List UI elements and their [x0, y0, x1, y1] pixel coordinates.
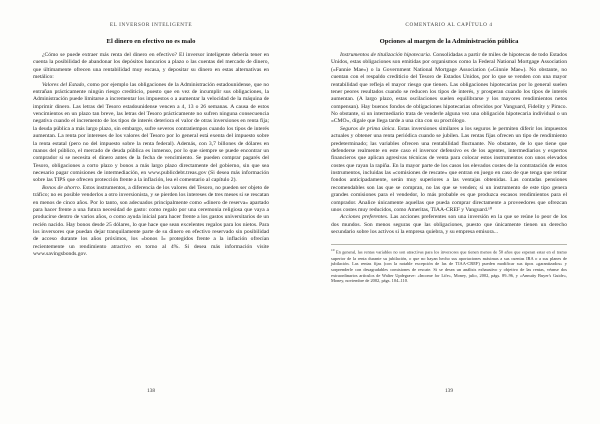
running-header-right: COMENTARIO AL CAPÍTULO 4: [405, 22, 493, 28]
paragraph-lead: Bonos de ahorro.: [42, 184, 82, 191]
right-page-body: [331, 52, 567, 236]
paragraph-text: ¿Cómo se puede extraer más renta del dinero en efectivo? El inversor inteligente debería tener en cuenta la posibilidad de abandonar los depósitos bancarios a plazo o las cuentas del mercado de dinero, que últimamente ofrecen una rentabilidad muy escasa, y depositar su dinero en estas alternativas en metálico:: [33, 52, 269, 81]
paragraph-text: Estos instrumentos, a diferencia de los valores del Tesoro, no pueden ser objeto de tráfico; no es posible venderlos a otro inversionista, y se pierden los intereses de tres meses si se rescatan en menos de cinco años. Por lo tanto, son adecuados principalmente como «dinero de reserva» apartado para hacer frente a una futura necesidad de gasto: como regalo por una ceremonia religiosa que vaya a producirse dentro de varios años, o como ayuda inicial para hacer frente a los gastos universitarios de un recién nacido. Hay bonos desde 25 dólares, lo que hace que sean excelentes regalos para los nietos. Para los inversores que puedan dejar tranquilamente parte de su dinero en efectivo reservado sin posibilidad de acceso durante los años próximos, los «bonos I» protegidos frente a la inflación ofrecían recientemente un rendimiento atractivo en torno al 4%. Si desea más información visite www.savingsbonds.gov.: [33, 184, 269, 258]
page-number-right: 139: [444, 388, 454, 394]
footnote-text: En general, las rentas variables no son atractivas para los inversores que tienen menos de 50 años que esperan estar en el tramo superior de la renta durante su jubilación, o que no hayan hecho sus aportaciones máximas a sus cuentas IRA o a sus planes de jubilación. Las rentas fijas (con la notable excepción de las de TIAA-CREF) pueden modificar sus tipos «garantizados» y sorprenderle con desagradables comisiones de rescate. Si se desea un análisis exhaustivo y objetivo de las rentas, véanse dos extraordinarios artículos de Walter Updegrave: «Income for Life», Money, julio, 2002, págs. 89–96, y «Annuity Buyer's Guide», Money, noviembre de 2002, págs. 104–110.: [331, 249, 567, 284]
paragraph-treasury-securities: [33, 82, 269, 185]
paragraph-lead: Valores del Estado,: [42, 81, 86, 88]
section-heading-beyond-government: Opciones al margen de la Administración pública: [379, 38, 519, 45]
paragraph-annuities: [331, 126, 567, 215]
section-heading-cash: El dinero en efectivo no es malo: [106, 38, 196, 45]
left-page: [33, 22, 269, 406]
paragraph-lead: Instrumentos de titulización hipotecaria.: [340, 52, 432, 58]
paragraph-intro: [33, 52, 269, 82]
running-header-left: EL INVERSOR INTELIGENTE: [109, 22, 193, 28]
left-page-body: [33, 52, 269, 259]
footnote: [331, 244, 567, 284]
paragraph-preferred-stocks: [331, 214, 567, 236]
paragraph-mortgage-securities: [331, 52, 567, 126]
page-number-left: 138: [146, 388, 156, 394]
paragraph-text: Las acciones preferentes son una inversión en la que se reúne lo peor de los dos mundos. Son menos seguras que las obligaciones, puesto que únicamente tienen un derecho secundario sobre los activos si la empresa quiebra, y su empresa emisora...: [331, 214, 567, 235]
paragraph-text: Estas inversiones similares a los seguros le permiten diferir los impuestos actuales y obtener una renta periódica cuando se jubilen. Las rentas fijas ofrecen un tipo de rendimiento predeterminado; las variables ofrecen una rentabilidad fluctuante. No obstante, de lo que tiene que defenderse realmente en este caso el inversor defensivo es de los agentes, intermediarios y expertos financieros que aplican agresivas técnicas de venta para colocar estos instrumentos con unos elevados costes que rayan la rapiña. En la mayor parte de los casos los elevados costes de la contratación de estos instrumentos, incluidas las «comisiones de rescate» que entran en juego en caso de que tenga que retirar fondos anticipadamente, serán muy superiores a las ventajas obtenidas. Las contadas pensiones recomendables son las que se compran, no las que se venden; si un instrumento de este tipo genera grandes comisiones para el vendedor, lo más probable es que produzca escasos rendimientos para el comprador. Analice únicamente aquellas que pueda comprar directamente a proveedores que ofrezcan unos costes muy reducidos, como Ameritas, TIAA-CREF y Vanguard.¹⁰: [331, 125, 568, 213]
paragraph-savings-bonds: [33, 185, 269, 259]
paragraph-lead: Seguros de prima única.: [340, 125, 396, 132]
footnote-marker: 10: [331, 248, 335, 253]
right-page: [331, 22, 567, 406]
paragraph-text: Consolidadas a partir de miles de hipotecas de todo Estados Unidos, estas obligaciones son emitidas por organismos como la Federal National Mortgage Association («Fannie Mae») o la Government National Mortgage Association («Ginnie Mae»). No obstante, no cuentan con el respaldo crediticio del Tesoro de Estados Unidos, por lo que se venden con una mayor rentabilidad que refleja el mayor riesgo que tienen. Las obligaciones hipotecarias por lo general suelen tener peores resultados cuando se reducen los tipos de interés, y prosperan cuando los tipos de interés aumentan. (A largo plazo, estas oscilaciones suelen equilibrarse y los mayores rendimientos netos compensan). Hay buenos fondos de obligaciones hipotecarias ofrecidos por Vanguard, Fidelity y Pimco. No obstante, si un intermediario trata de venderle alguna vez una obligación hipotecaria individual o un «CMO», dígale que llega tarde a una cita con su proctólogo.: [331, 52, 567, 125]
paragraph-lead: Acciones preferentes.: [340, 214, 389, 221]
paragraph-text: como por ejemplo las obligaciones de la Administración estadounidense, que no entrañan prácticamente ningún riesgo crediticio, puesto que en vez de incumplir sus obligaciones, la Administración puede limitarse a incrementar los impuestos o a aumentar la velocidad de la máquina de imprimir dinero. Las letras del Tesoro estadounidense vencen a 4, 13 o 26 semanas. A causa de estos vencimientos en un plazo tan breve, las letras del Tesoro prácticamente no sufren ninguna consecuencia negativa cuando el incremento de los tipos de interés deteriora el valor de otras inversiones en renta fija; la deuda pública a más largo plazo, sin embargo, sufre severos contratiempos cuando los tipos de interés aumentan. La renta por intereses de los valores del Tesoro por lo general está exenta del impuesto sobre la renta estatal (pero no del impuesto sobre la renta federal). Además, con 3,7 billones de dólares en manos del público, el mercado de deuda pública es inmenso, por lo que siempre se puede encontrar un comprador si se necesita el dinero antes de la fecha de vencimiento. Se pueden comprar pagarés del Tesoro, obligaciones a corto plazo y bonos a más largo plazo directamente del gobierno, sin que sea necesario pagar comisiones de intermediación, en www.publicdebt.treas.gov (Si desea más información sobre las TIPS que ofrecen protección frente a la inflación, lea el comentario al capítulo 2).: [33, 81, 269, 184]
